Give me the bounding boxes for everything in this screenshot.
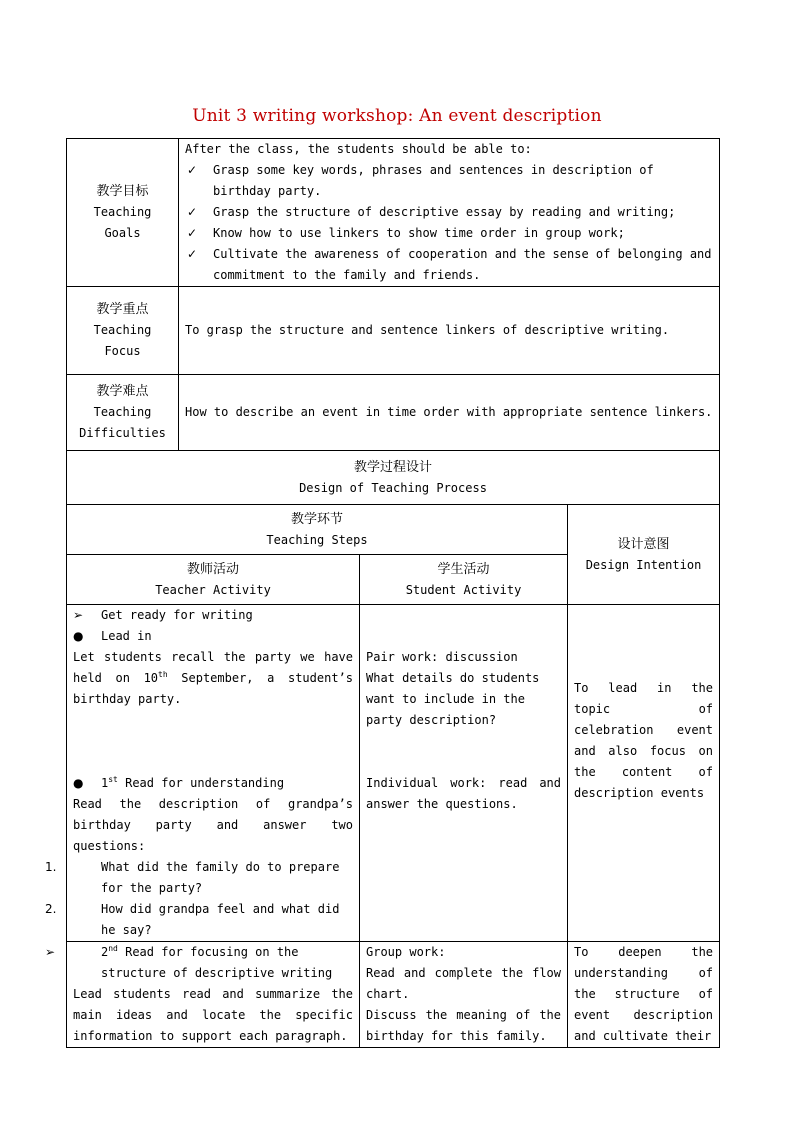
activity-row-2 (67, 942, 720, 1048)
goal-item: ✓ Grasp the structure of descriptive essay by reading and writing; (185, 202, 713, 223)
teacher-activity-2: ➢ 2nd Read for focusing on the structure of descriptive writing Lead students read and summarize the main ideas and locate the specific information to support each paragraph. (67, 942, 360, 1048)
arrow-bullet-icon: ➢ (45, 945, 56, 959)
read1-description: Read the description of grandpa’s birthday party and answer two questions: (73, 797, 353, 853)
goal-item: ✓ Grasp some key words, phrases and sentences in description of birthday party. (185, 160, 713, 202)
goal-item: ✓ Cultivate the awareness of cooperation and the sense of belonging and commitment to the family and friends. (185, 244, 713, 286)
pair-work: Pair work: discussion (366, 650, 518, 664)
individual-work: Individual work: read and answer the questions. (366, 776, 561, 811)
difficulties-label: 教学难点 Teaching Difficulties (67, 375, 179, 451)
teaching-plan-table (45, 138, 720, 1048)
steps-header-row (67, 505, 720, 555)
question-1: 1. What did the family do to prepare for the party? (45, 860, 340, 895)
difficulties-row (67, 375, 720, 451)
student-activity-header: 学生活动 Student Activity (360, 555, 568, 605)
focus-text: To grasp the structure and sentence linkers of descriptive writing. (179, 287, 720, 375)
goal-item: ✓ Know how to use linkers to show time order in group work; (185, 223, 713, 244)
arrow-bullet-icon: ➢ (73, 608, 84, 622)
recall-text: Let students recall the party we have held on 10th September, a student’s birthday party. (73, 650, 354, 706)
dot-bullet-icon: ● (73, 776, 84, 790)
goals-row (67, 139, 720, 287)
focus-label: 教学重点 Teaching Focus (67, 287, 179, 375)
question-2: 2. How did grandpa feel and what did he say? (45, 902, 340, 937)
student-activity-1 (360, 605, 568, 942)
document-title: Unit 3 writing workshop: An event description (192, 106, 602, 126)
lead-students-text: Lead students read and summarize the main ideas and locate the specific information to support each paragraph. (73, 987, 353, 1043)
goals-list (185, 160, 713, 286)
pair-work-question: What details do students want to include in the party description? (366, 671, 540, 727)
steps-header: 教学环节 Teaching Steps (67, 505, 568, 555)
focus-row (67, 287, 720, 375)
goals-label: 教学目标 Teaching Goals (67, 139, 179, 287)
process-header-row (67, 451, 720, 505)
difficulties-text: How to describe an event in time order with appropriate sentence linkers. (179, 375, 720, 451)
teacher-activity-1: ➢ Get ready for writing ● Lead in Let students recall the party we have held on 10th September, a student’s birthday party. ● 1st Read for understanding Read the description of grandpa’s birthday party and answer two questions: 1. What did the family do to prepare for the party? 2. How did grandpa feel and what did he say? (67, 605, 360, 942)
intention-2: To deepen the understanding of the structure of event description and cultivate their (568, 942, 720, 1048)
activity-row-1 (67, 605, 720, 942)
process-header: 教学过程设计 Design of Teaching Process (67, 451, 720, 505)
goals-intro: After the class, the students should be able to: (185, 142, 532, 156)
dot-bullet-icon: ● (73, 629, 84, 643)
teacher-activity-header: 教师活动 Teacher Activity (67, 555, 360, 605)
intention-1: To lead in the topic of celebration event and also focus on the content of description events (568, 605, 720, 942)
student-activity-2: Group work: Read and complete the flow chart. Discuss the meaning of the birthday for this family. (360, 942, 568, 1048)
goals-content (179, 139, 720, 287)
intention-header: 设计意图 Design Intention (568, 505, 720, 605)
